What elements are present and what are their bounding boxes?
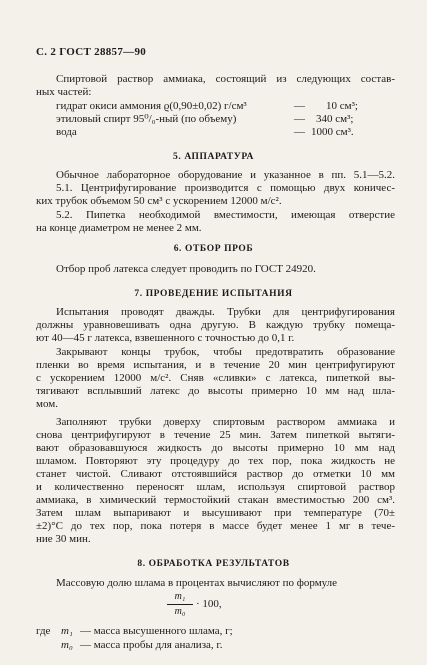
fraction-bar xyxy=(167,604,193,605)
paragraph-line: тягивают всплывший латекс до высоты примерно 10 мм над шла- xyxy=(36,385,395,397)
paragraph-line: аммиака, в химический термостойкий стакан вместимостью 200 см³. xyxy=(36,494,395,506)
paragraph-line: шламом. Повторяют эту процедуру до тех пор, пока жидкость не xyxy=(36,455,395,467)
paragraph-line: ких трубок объемом 50 см³ с ускорением 12000 м/с². xyxy=(36,195,282,207)
ingredient-dash: — xyxy=(294,126,305,138)
ingredient-dash: — xyxy=(294,113,305,125)
where-text: — масса высушенного шлама, г; xyxy=(80,625,233,637)
paragraph-line: Закрывают концы трубок, чтобы предотвратить образование xyxy=(56,346,395,358)
paragraph-line: Испытания проводят дважды. Трубки для центрифугирования xyxy=(56,306,395,318)
where-lead: где xyxy=(36,625,51,637)
paragraph-line: 5.2. Пипетка необходимой вместимости, имеющая отверстие xyxy=(56,209,395,221)
paragraph-line: на конце диаметром не менее 2 мм. xyxy=(36,222,202,234)
paragraph-line: ют 40—45 г латекса, взвешенного с точностью до 0,1 г. xyxy=(36,332,295,344)
paragraph-line: ние 30 мин. xyxy=(36,533,91,545)
paragraph-line: Заполняют трубки доверху спиртовым раствором аммиака и xyxy=(56,416,395,428)
paragraph-line: 5.1. Центрифугирование производится с помощью двух коничес- xyxy=(56,182,395,194)
intro-line-1: Спиртовой раствор аммиака, состоящий из следующих состав- xyxy=(56,73,395,85)
ingredient-amount: 10 см³; xyxy=(326,100,358,112)
paragraph-line: снова центрифугируют в течение 25 мин. Затем пипеткой вытяги- xyxy=(36,429,395,441)
paragraph-line: Затем шлам выпаривают и высушивают при температуре (70± xyxy=(36,507,395,519)
where-symbol: m₀ xyxy=(61,639,73,651)
paragraph-line: и количественно переносят шлам, используя спиртовой раствор xyxy=(36,481,395,493)
ingredient-amount: 340 см³; xyxy=(316,113,354,125)
ingredient-amount: 1000 см³. xyxy=(311,126,354,138)
ingredient-name: вода xyxy=(56,126,77,138)
section-title-apparatus: 5. АППАРАТУРА xyxy=(173,152,254,162)
ingredient-dash: — xyxy=(294,100,305,112)
section-title-sampling: 6. ОТБОР ПРОБ xyxy=(173,244,254,254)
paragraph-line: вают образовавшуюся жидкость до высоты примерно 10 мм над xyxy=(36,442,395,454)
intro-line-2: ных частей: xyxy=(36,86,92,98)
ingredient-name: этиловый спирт 95⁰/₀-ный (по объему) xyxy=(56,113,237,125)
page-header: С. 2 ГОСТ 28857—90 xyxy=(36,46,147,58)
paragraph-line: ±2)°С до тех пор, пока потеря в массе будет менее 1 мг в тече- xyxy=(36,520,395,532)
formula-numerator: m₁ xyxy=(174,591,186,602)
paragraph-line: должны уравновешивать одна другую. В каждую трубку помеща- xyxy=(36,319,395,331)
paragraph-line: Обычное лабораторное оборудование и указанное в пп. 5.1—5.2. xyxy=(56,169,395,181)
where-text: — масса пробы для анализа, г. xyxy=(80,639,223,651)
paragraph-line: пленки во время испытания, и в течение 20 мин центрифугируют xyxy=(36,359,395,371)
paragraph-line: Отбор проб латекса следует проводить по ГОСТ 24920. xyxy=(56,263,316,275)
paragraph-line: Массовую долю шлама в процентах вычисляют по формуле xyxy=(56,577,338,589)
section-title-test-procedure: 7. ПРОВЕДЕНИЕ ИСПЫТАНИЯ xyxy=(134,289,293,299)
paragraph-line: станет чистой. Сливают отстоявшийся раствор до отметки 10 мм xyxy=(36,468,395,480)
paragraph-line: мом. xyxy=(36,398,58,410)
ingredient-name: гидрат окиси аммония ϱ(0,90±0,02) г/см³ xyxy=(56,100,247,112)
formula-tail: · 100, xyxy=(196,598,222,610)
section-title-results: 8. ОБРАБОТКА РЕЗУЛЬТАТОВ xyxy=(137,559,290,569)
formula-denominator: m₀ xyxy=(174,606,186,617)
where-symbol: m₁ xyxy=(61,625,73,637)
paragraph-line: с ускорением 12000 м/с². Сняв «сливки» с латекса, пипеткой вы- xyxy=(36,372,395,384)
